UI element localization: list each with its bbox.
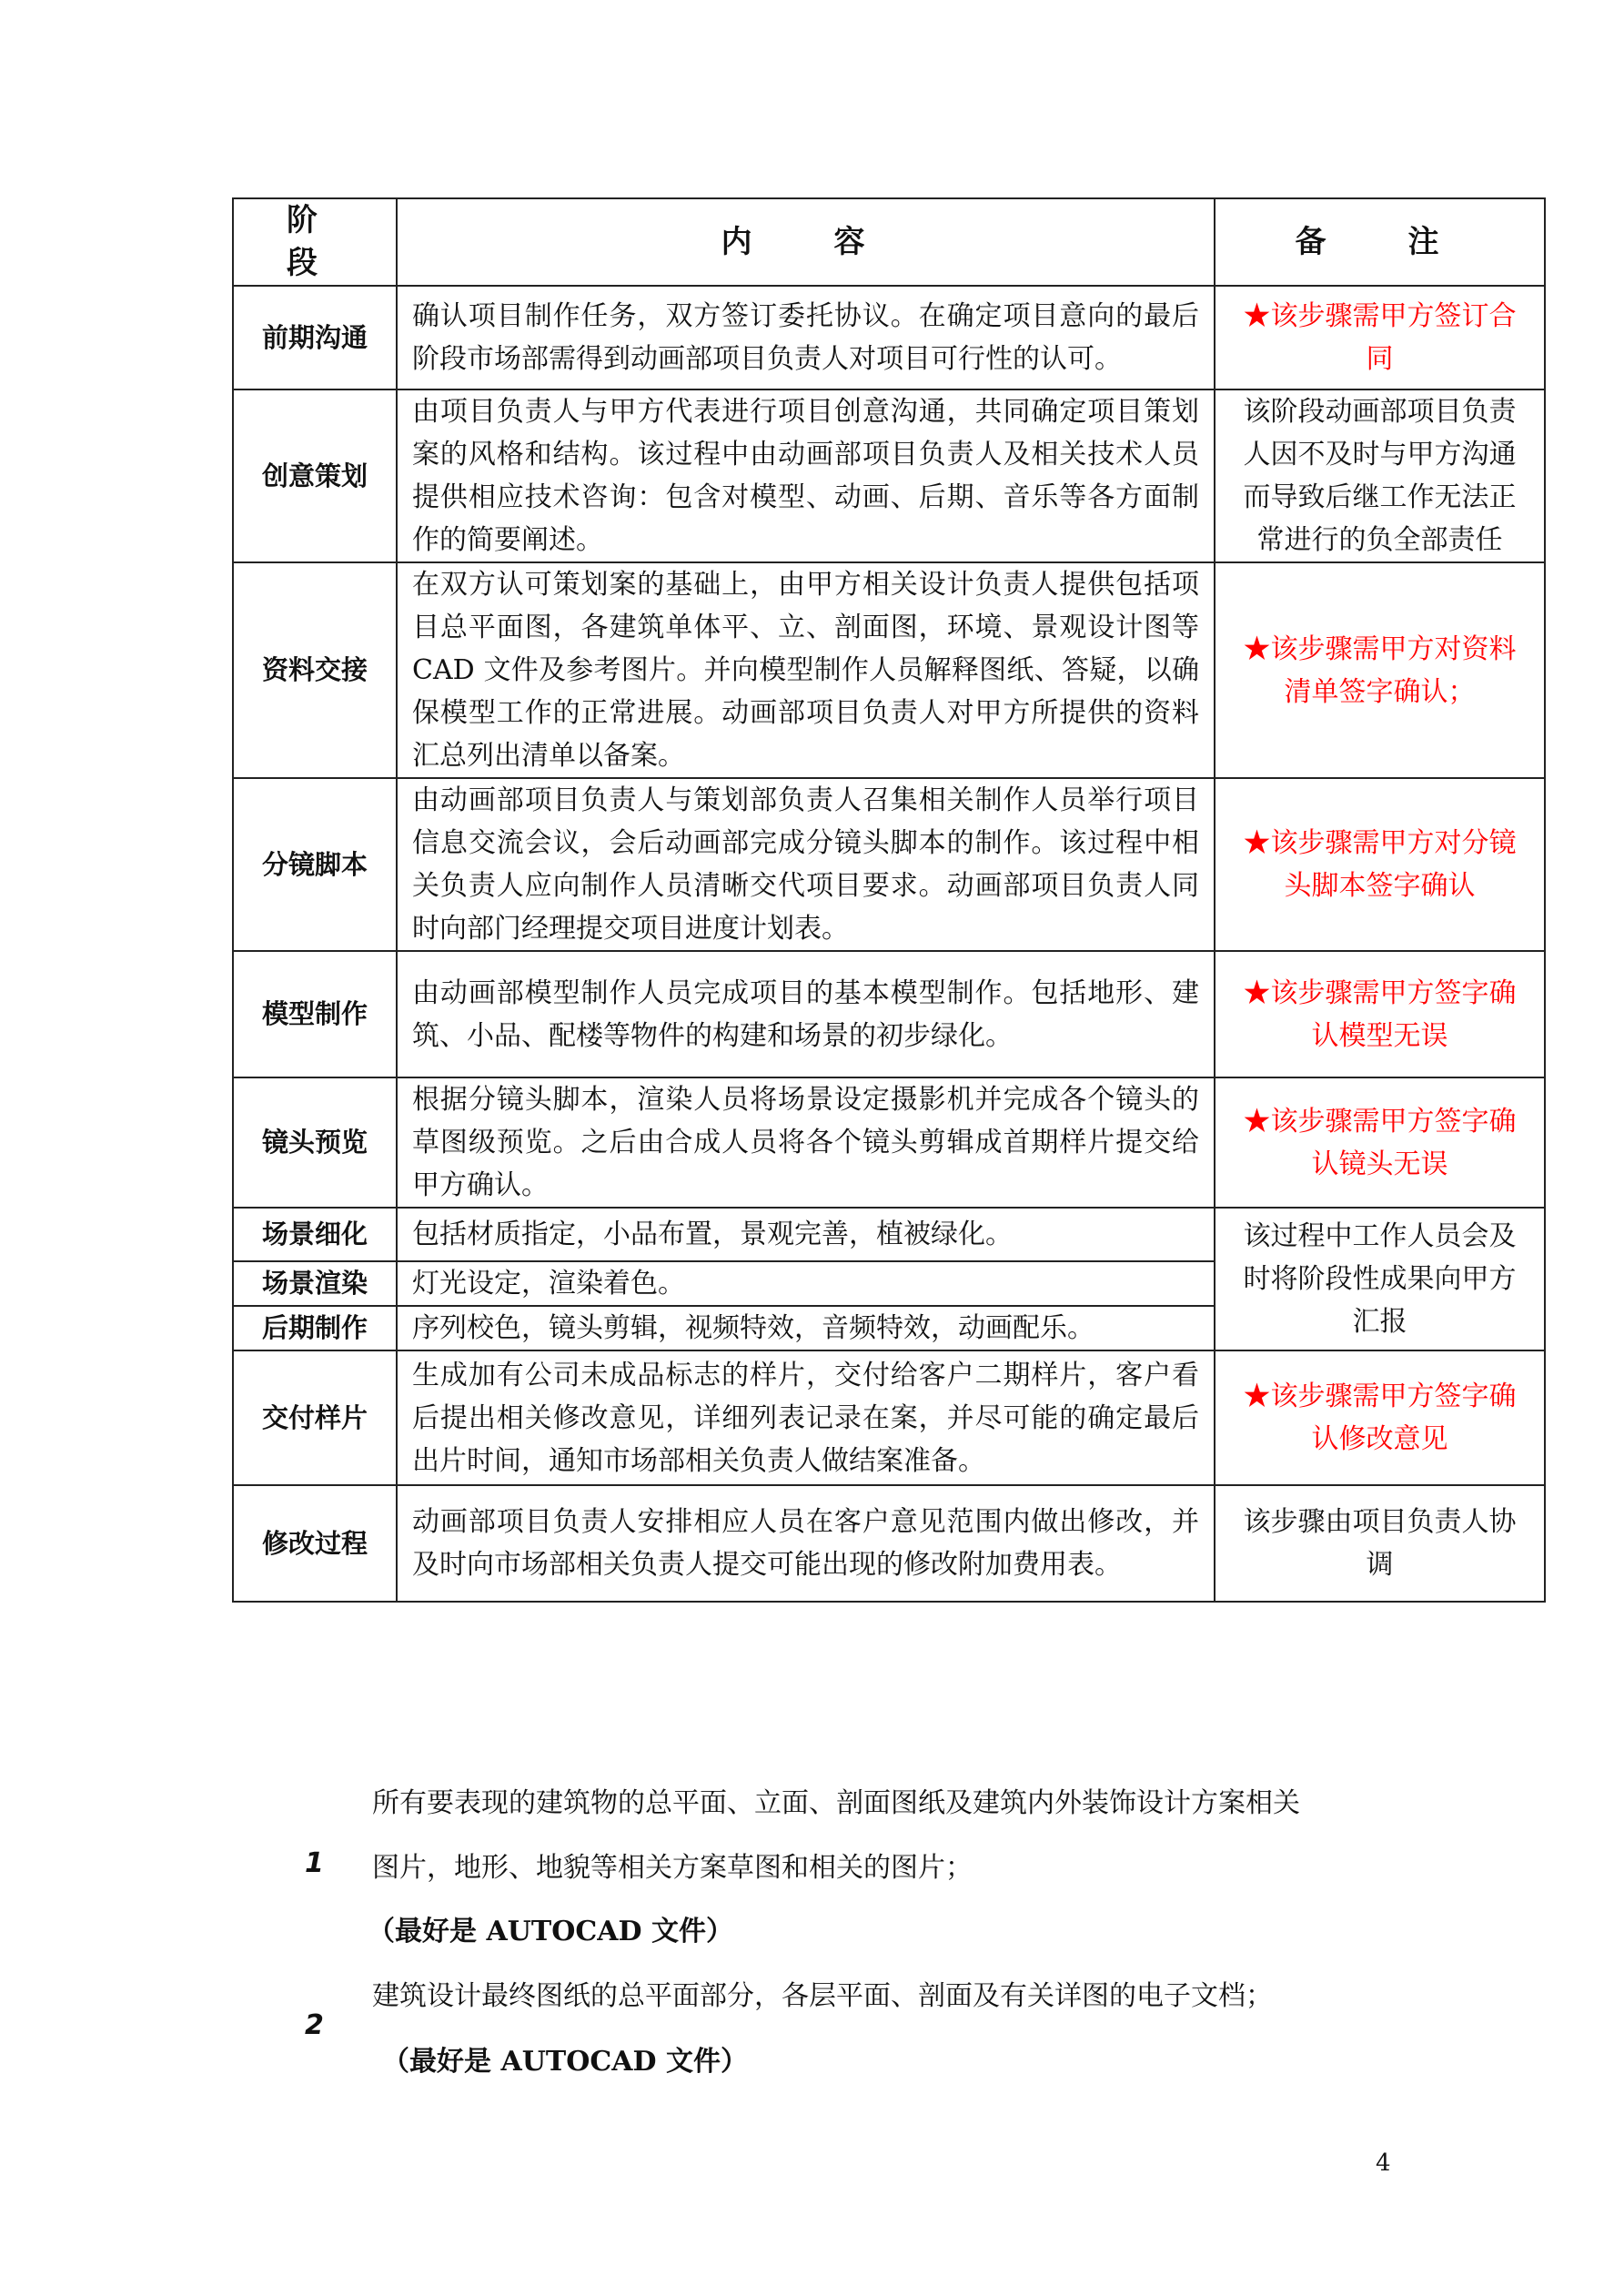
- note-cell: ★该步骤需甲方对资料清单签字确认；: [1215, 562, 1545, 778]
- content-cell: 由动画部项目负责人与策划部负责人召集相关制作人员举行项目信息交流会议，会后动画部完成分镜头脚本的制作。该过程中相关负责人应向制作人员清晰交代项目要求。动画部项目负责人同时向部门经理提交项目进度计划表。: [397, 778, 1215, 951]
- list-item-2-line1: 建筑设计最终图纸的总平面部分，各层平面、剖面及有关详图的电子文档；: [372, 1980, 1273, 2012]
- list-item-1-line2: 图片，地形、地貌等相关方案草图和相关的图片；: [372, 1852, 973, 1884]
- stage-cell: 分镜脚本: [233, 778, 397, 951]
- stage-cell: 后期制作: [233, 1306, 397, 1350]
- table-row: [233, 1077, 1545, 1208]
- header-content: 内 容: [397, 198, 1215, 286]
- header-stage: 阶 段: [233, 198, 397, 286]
- note-cell: 该阶段动画部项目负责人因不及时与甲方沟通而导致后继工作无法正常进行的负全部责任: [1215, 389, 1545, 562]
- stage-cell: 模型制作: [233, 951, 397, 1077]
- stage-cell: 交付样片: [233, 1350, 397, 1485]
- content-cell: 在双方认可策划案的基础上，由甲方相关设计负责人提供包括项目总平面图，各建筑单体平、立、剖面图，环境、景观设计图等 CAD 文件及参考图片。并向模型制作人员解释图纸、答疑，以确保模型工作的正常进展。动画部项目负责人对甲方所提供的资料汇总列出清单以备案。: [397, 562, 1215, 778]
- table-row: [233, 562, 1545, 778]
- list-number-2: 2: [305, 2009, 324, 2041]
- content-cell: 动画部项目负责人安排相应人员在客户意见范围内做出修改，并及时向市场部相关负责人提交可能出现的修改附加费用表。: [397, 1485, 1215, 1602]
- stage-cell: 场景渲染: [233, 1261, 397, 1306]
- stage-cell: 资料交接: [233, 562, 397, 778]
- note-cell: ★该步骤需甲方签字确认修改意见: [1215, 1350, 1545, 1485]
- list-number-1: 1: [305, 1847, 324, 1879]
- note-cell: ★该步骤需甲方签字确认镜头无误: [1215, 1077, 1545, 1208]
- table-row: [233, 286, 1545, 389]
- list-item-2-note: （最好是 AUTOCAD 文件）: [382, 2046, 748, 2078]
- stage-cell: 前期沟通: [233, 286, 397, 389]
- content-cell: 包括材质指定，小品布置，景观完善，植被绿化。: [397, 1208, 1215, 1261]
- content-cell: 确认项目制作任务，双方签订委托协议。在确定项目意向的最后阶段市场部需得到动画部项目负责人对项目可行性的认可。: [397, 286, 1215, 389]
- note-cell: 该步骤由项目负责人协调: [1215, 1485, 1545, 1602]
- note-cell: ★该步骤需甲方签订合同: [1215, 286, 1545, 389]
- table-row: [233, 1208, 1545, 1261]
- stage-cell: 创意策划: [233, 389, 397, 562]
- workflow-table: [232, 197, 1546, 1603]
- content-cell: 由动画部模型制作人员完成项目的基本模型制作。包括地形、建筑、小品、配楼等物件的构建和场景的初步绿化。: [397, 951, 1215, 1077]
- content-cell: 由项目负责人与甲方代表进行项目创意沟通，共同确定项目策划案的风格和结构。该过程中由动画部项目负责人及相关技术人员提供相应技术咨询：包含对模型、动画、后期、音乐等各方面制作的简要阐述。: [397, 389, 1215, 562]
- table-row: [233, 389, 1545, 562]
- content-cell: 序列校色，镜头剪辑，视频特效，音频特效，动画配乐。: [397, 1306, 1215, 1350]
- table-row: [233, 1485, 1545, 1602]
- header-note: 备 注: [1215, 198, 1545, 286]
- table-row: [233, 1350, 1545, 1485]
- content-cell: 生成加有公司未成品标志的样片，交付给客户二期样片，客户看后提出相关修改意见，详细列表记录在案，并尽可能的确定最后出片时间，通知市场部相关负责人做结案准备。: [397, 1350, 1215, 1485]
- list-item-1-note: （最好是 AUTOCAD 文件）: [368, 1916, 733, 1947]
- stage-cell: 修改过程: [233, 1485, 397, 1602]
- table-row: [233, 951, 1545, 1077]
- table-header-row: [233, 198, 1545, 286]
- list-item-1-line1: 所有要表现的建筑物的总平面、立面、剖面图纸及建筑内外装饰设计方案相关: [372, 1787, 1300, 1819]
- page-number: 4: [1376, 2149, 1391, 2177]
- content-cell: 根据分镜头脚本，渲染人员将场景设定摄影机并完成各个镜头的草图级预览。之后由合成人员将各个镜头剪辑成首期样片提交给甲方确认。: [397, 1077, 1215, 1208]
- stage-cell: 场景细化: [233, 1208, 397, 1261]
- note-cell: 该过程中工作人员会及时将阶段性成果向甲方汇报: [1215, 1208, 1545, 1350]
- content-cell: 灯光设定，渲染着色。: [397, 1261, 1215, 1306]
- stage-cell: 镜头预览: [233, 1077, 397, 1208]
- note-cell: ★该步骤需甲方签字确认模型无误: [1215, 951, 1545, 1077]
- table-row: [233, 778, 1545, 951]
- note-cell: ★该步骤需甲方对分镜头脚本签字确认: [1215, 778, 1545, 951]
